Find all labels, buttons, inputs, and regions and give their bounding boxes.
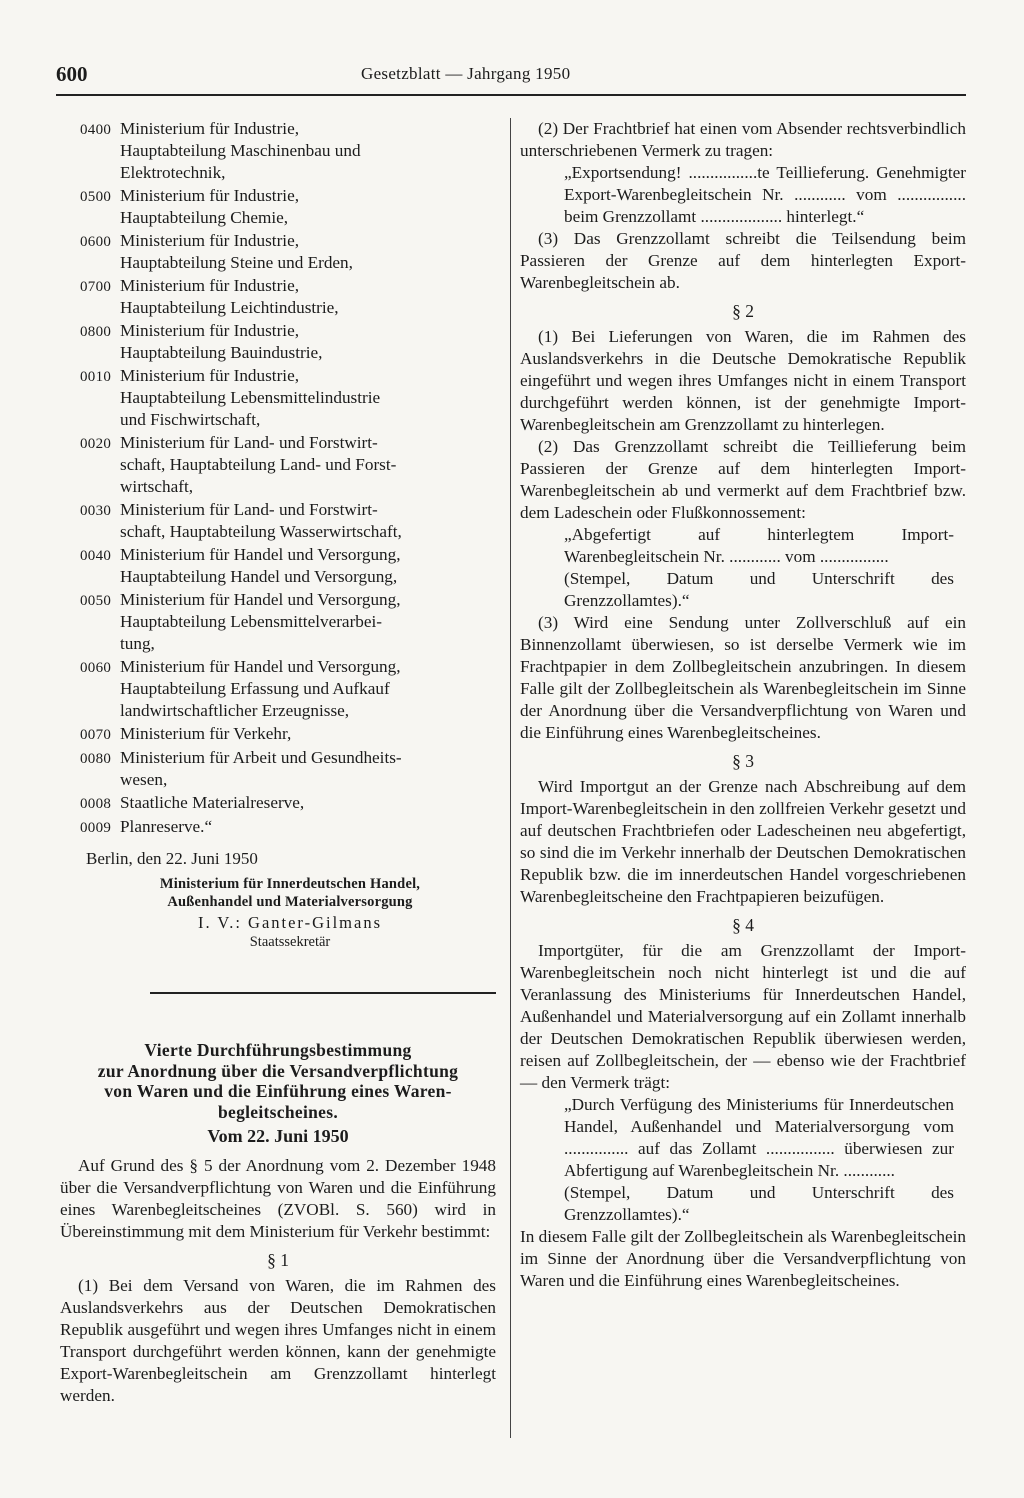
entry-text: Ministerium für Industrie, Hauptabteilung Steine und Erden, (120, 231, 353, 272)
section-1-paragraph-2: (2) Der Frachtbrief hat einen vom Absender rechtsverbindlich unterschriebenen Vermerk zu tragen: (520, 119, 966, 160)
entry-code: 0080 (80, 751, 112, 767)
entry-code: 0070 (80, 727, 112, 743)
column-divider (510, 118, 511, 1438)
right-column (520, 118, 966, 1292)
entry-code: 0050 (80, 593, 112, 609)
entry-code: 0600 (80, 234, 112, 250)
section-2-paragraph-2: (2) Das Grenzzollamt schreibt die Teillieferung beim Passieren der Grenze auf dem hinterlegten Import-Warenbegleitschein ab und vermerkt auf dem Frachtbrief bzw. dem Ladeschein oder Flußkonnossement: (520, 437, 966, 522)
entry-code: 0040 (80, 548, 112, 564)
list-item (80, 185, 500, 229)
entry-code: 0030 (80, 503, 112, 519)
regulation-title: Vierte Durchführungsbestimmung zur Anordnung über die Versandverpflichtung von Waren und die Einführung eines Waren- begleitscheines. (97, 1040, 459, 1122)
section-4-quote: „Durch Verfügung des Ministeriums für Innerdeutschen Handel, Außenhandel und Materialversorgung vom ............... auf das Zollamt ................ überwiesen zur Abfertigung auf Warenbegleitschein Nr. ............ (Stempel, Datum und Unterschrift des Grenzzollamtes).“ (564, 1095, 954, 1224)
entry-text: Ministerium für Land- und Forstwirt- schaft, Hauptabteilung Land- und Forst- wirtschaft, (120, 433, 397, 496)
section-2-paragraph-1: (1) Bei Lieferungen von Waren, die im Rahmen des Auslandsverkehrs in die Deutsche Demokratische Republik eingeführt und wegen ihres Umfanges nicht in einem Transport durchgeführt werden können, ist der genehmigte Import-Warenbegleitschein am Grenzzollamt zu hinterlegen. (520, 327, 966, 434)
signature-name: I. V.: Ganter-Gilmans (197, 913, 383, 932)
entry-text: Ministerium für Arbeit und Gesundheits- wesen, (120, 748, 402, 789)
entry-code: 0500 (80, 189, 112, 205)
page-number: 600 (56, 62, 88, 86)
section-4-paragraph-2: In diesem Falle gilt der Zollbegleitschein als Warenbegleitschein im Sinne der Anordnung über die Versandverpflichtung von Waren und die Einführung eines Warenbegleitscheines. (520, 1227, 966, 1290)
entry-text: Ministerium für Industrie, Hauptabteilung Lebensmittelindustrie und Fischwirtschaft, (120, 366, 381, 429)
list-item (80, 275, 500, 319)
section-3-heading: § 3 (732, 751, 754, 771)
list-item (80, 432, 500, 498)
regulation-block (60, 1040, 496, 1407)
section-1-quote: „Exportsendung! ................te Teillieferung. Genehmigter Export-Warenbegleitschein Nr. ............ vom ................ beim Grenzzollamt ................... hinterlegt.“ (564, 163, 966, 226)
section-2-paragraph-3: (3) Wird eine Sendung unter Zollverschluß auf ein Binnenzollamt überwiesen, so ist derselbe Vermerk wie im Frachtpapier in dem Zollbegleitschein anzubringen. In diesem Falle gilt der Zollbegleitschein als Warenbegleitschein im Sinne der Anordnung über die Versandverpflichtung von Waren und die Einführung eines Warenbegleitscheines. (520, 613, 966, 742)
list-item (80, 544, 500, 588)
entry-code: 0800 (80, 324, 112, 340)
list-item (80, 656, 500, 722)
entry-code: 0009 (80, 820, 112, 836)
list-item (80, 365, 500, 431)
entry-code: 0020 (80, 436, 112, 452)
journal-title: Gesetzblatt — Jahrgang 1950 (361, 64, 571, 83)
regulation-date: Vom 22. Juni 1950 (207, 1126, 349, 1146)
ministry-code-list (80, 118, 500, 839)
signature-block (80, 875, 500, 951)
section-4-paragraph-1: Importgüter, für die am Grenzzollamt der Import-Warenbegleitschein noch nicht hinterlegt ist und die auf Veranlassung des Ministeriums für Innerdeutschen Handel, Außenhandel und Materialversorgung auf ein Zollamt innerhalb der Deutschen Demokratischen Republik überwiesen werden, reisen auf Zollbegleitschein, der — ebenso wie der Frachtbrief — den Vermerk trägt: (520, 941, 966, 1092)
entry-text: Staatliche Materialreserve, (120, 793, 305, 812)
entry-text: Ministerium für Handel und Versorgung, Hauptabteilung Lebensmittelverarbei- tung, (120, 590, 401, 653)
entry-text: Ministerium für Land- und Forstwirt- schaft, Hauptabteilung Wasserwirtschaft, (120, 500, 402, 541)
list-item (80, 118, 500, 184)
signature-role: Staatssekretär (249, 934, 331, 950)
section-4-heading: § 4 (732, 915, 754, 935)
entry-text: Ministerium für Verkehr, (120, 724, 292, 743)
section-1-paragraph-3: (3) Das Grenzzollamt schreibt die Teilsendung beim Passieren der Grenze auf dem hinterlegten Export-Warenbegleitschein ab. (520, 229, 966, 292)
list-item (80, 723, 500, 746)
dateline: Berlin, den 22. Juni 1950 (86, 849, 258, 868)
entry-code: 0400 (80, 122, 112, 138)
list-item (80, 747, 500, 791)
entry-text: Ministerium für Handel und Versorgung, Hauptabteilung Handel und Versorgung, (120, 545, 401, 586)
page-header (56, 60, 966, 96)
entry-text: Ministerium für Industrie, Hauptabteilung Chemie, (120, 186, 300, 227)
entry-text: Ministerium für Industrie, Hauptabteilung Maschinenbau und Elektrotechnik, (120, 119, 361, 182)
signature-ministry: Ministerium für Innerdeutschen Handel, Außenhandel und Materialversorgung (159, 876, 421, 910)
entry-code: 0700 (80, 279, 112, 295)
section-1-heading: § 1 (267, 1250, 289, 1270)
list-item (80, 499, 500, 543)
list-item (80, 816, 500, 839)
list-item (80, 792, 500, 815)
preamble: Auf Grund des § 5 der Anordnung vom 2. Dezember 1948 über die Versandverpflichtung von Waren und die Einführung eines Warenbegleitscheines (ZVOBl. S. 560) wird in Übereinstimmung mit dem Ministerium für Verkehr bestimmt: (60, 1156, 496, 1241)
section-2-quote: „Abgefertigt auf hinterlegtem Import-Warenbegleitschein Nr. ............ vom ................ (Stempel, Datum und Unterschrift des Grenzzollamtes).“ (564, 525, 954, 610)
list-item (80, 320, 500, 364)
section-divider (150, 992, 496, 994)
section-2-heading: § 2 (732, 301, 754, 321)
entry-text: Ministerium für Industrie, Hauptabteilung Leichtindustrie, (120, 276, 339, 317)
entry-text: Ministerium für Industrie, Hauptabteilung Bauindustrie, (120, 321, 323, 362)
entry-text: Ministerium für Handel und Versorgung, Hauptabteilung Erfassung und Aufkauf landwirtschaftlicher Erzeugnisse, (120, 657, 401, 720)
list-item (80, 589, 500, 655)
entry-code: 0060 (80, 660, 112, 676)
section-1-paragraph-1: (1) Bei dem Versand von Waren, die im Rahmen des Auslandsverkehrs aus der Deutschen Demokratischen Republik ausgeführt und wegen ihres Umfanges nicht in einem Transport durchgeführt werden können, kann der genehmigte Export-Warenbegleitschein am Grenzzollamt hinterlegt werden. (60, 1276, 496, 1405)
left-column (80, 118, 500, 951)
entry-text: Planreserve.“ (120, 817, 213, 836)
entry-code: 0008 (80, 796, 112, 812)
list-item (80, 230, 500, 274)
entry-code: 0010 (80, 369, 112, 385)
section-3-paragraph-1: Wird Importgut an der Grenze nach Abschreibung auf dem Import-Warenbegleitschein in den zollfreien Verkehr gesetzt und auf deutschen Frachtbriefen oder Ladescheinen neu abgefertigt, so sind die im Verkehr innerhalb der Deutschen Demokratischen Republik bzw. die im innerdeutschen Handel vorgeschriebenen Warenbegleitscheine den Frachtpapieren beizufügen. (520, 777, 966, 906)
